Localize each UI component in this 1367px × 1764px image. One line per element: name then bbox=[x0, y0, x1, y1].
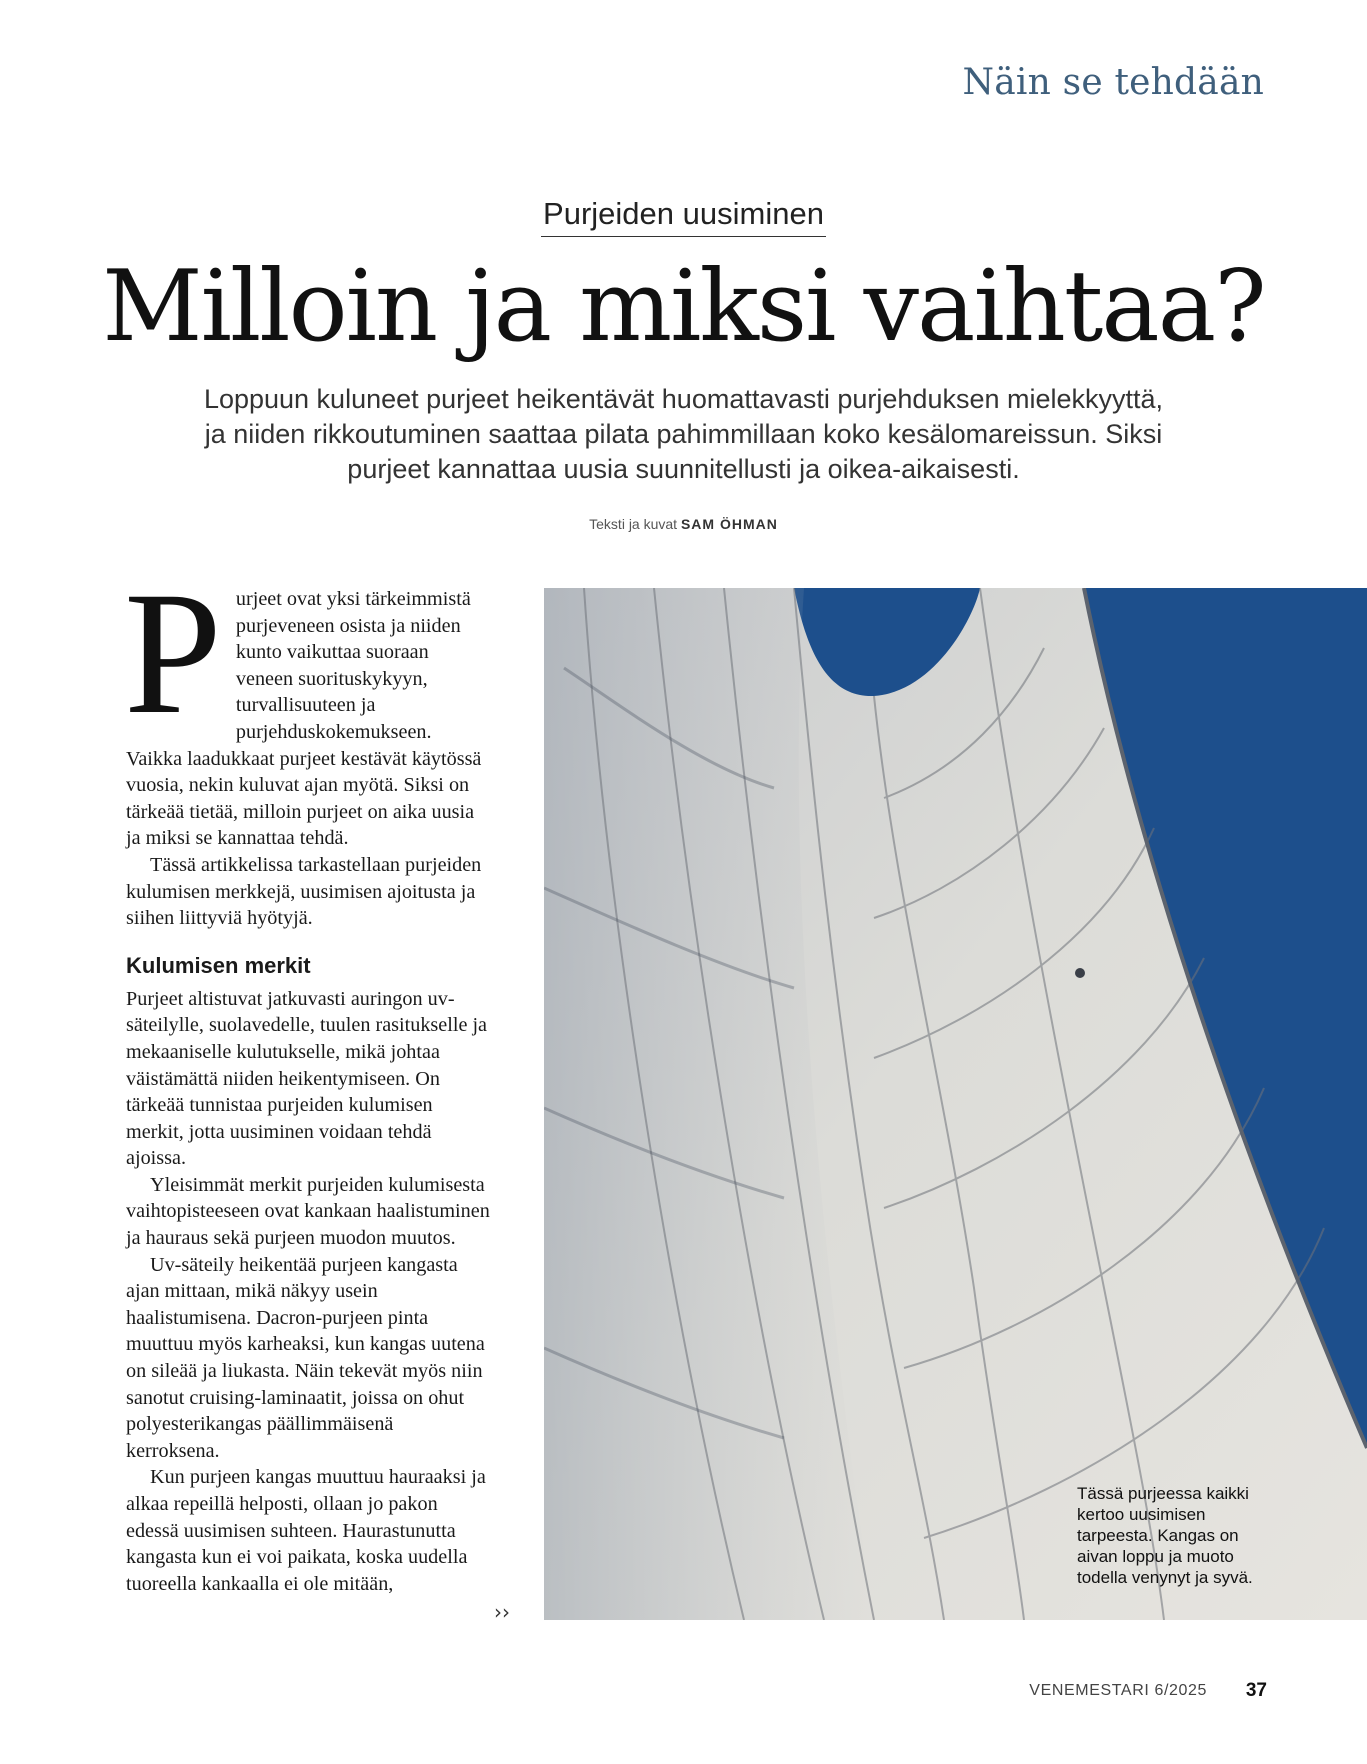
body-paragraph-2: Tässä artikkelissa tarkastellaan purjeiden kulumisen merkkejä, uusimisen ajoitusta ja siihen liittyviä hyötyjä. bbox=[126, 853, 482, 930]
sail-photo bbox=[544, 588, 1367, 1620]
article-body bbox=[124, 556, 490, 1597]
headline: Milloin ja miksi vaihtaa? bbox=[102, 250, 1265, 364]
magazine-name: VENEMESTARI bbox=[1029, 1682, 1150, 1699]
subhead-kulumisen-merkit: Kulumisen merkit bbox=[126, 952, 311, 978]
dropcap: P bbox=[124, 556, 222, 751]
page-number: 37 bbox=[1245, 1680, 1267, 1701]
body-paragraph-5: Uv-säteily heikentää purjeen kangasta ajan mittaan, mikä näkyy usein haalistumisena. Dacron-purjeen pinta muuttuu myös karheaksi, kun kangas uutena on sileää ja liukasta. Näin tekevät myös niin sanotut cruising-laminaatit, joissa on ohut polyesterikangas päällimmäisenä kerroksena. bbox=[126, 1253, 485, 1462]
byline bbox=[0, 516, 1367, 532]
body-paragraph-4: Yleisimmät merkit purjeiden kulumisesta vaihtopisteeseen ovat kankaan haalistuminen ja hauraus sekä purjeen muodon muutos. bbox=[126, 1173, 490, 1250]
folio bbox=[1029, 1682, 1207, 1700]
sail-illustration bbox=[544, 588, 1367, 1620]
section-label: Näin se tehdään bbox=[962, 62, 1264, 103]
continue-marker: ›› bbox=[494, 1600, 510, 1624]
byline-prefix: Teksti ja kuvat bbox=[589, 516, 681, 532]
body-paragraph-1: urjeet ovat yksi tärkeimmistä purjeveneen osista ja niiden kunto vaikuttaa suoraan veneen suorituskykyyn, turvallisuuteen ja purjehduskokemukseen. Vaikka laadukkaat purjeet kestävät käytössä vuosia, nekin kuluvat ajan myötä. Siksi on tärkeää tietää, milloin purjeet on aika uusia ja miksi se kannattaa tehdä. bbox=[126, 588, 482, 850]
photo-caption: Tässä purjeessa kaikki kertoo uusimisen tarpeesta. Kangas on aivan loppu ja muoto todella venynyt ja syvä. bbox=[1077, 1484, 1253, 1587]
lead-paragraph: Loppuun kuluneet purjeet heikentävät huomattavasti purjehduksen mielekkyyttä, ja niiden rikkoutuminen saattaa pilata pahimmillaan koko kesälomareissun. Siksi purjeet kannattaa uusia suunnitellusti ja oikea-aikaisesti. bbox=[203, 384, 1164, 484]
issue-number: 6/2025 bbox=[1154, 1682, 1207, 1699]
kicker-text: Purjeiden uusiminen bbox=[541, 196, 826, 237]
kicker bbox=[0, 196, 1367, 237]
byline-author: SAM ÖHMAN bbox=[680, 516, 778, 532]
sail-telltale bbox=[1075, 968, 1085, 978]
body-paragraph-3: Purjeet altistuvat jatkuvasti auringon uv-säteilylle, suolavedelle, tuulen rasitukselle ja mekaaniselle kulutukselle, mikä johtaa väistämättä niiden heikentymiseen. On tärkeää tunnistaa purjeiden kulumisen merkit, jotta uusiminen voidaan tehdä ajoissa. bbox=[126, 987, 488, 1170]
body-paragraph-6: Kun purjeen kangas muuttuu hauraaksi ja alkaa repeillä helposti, ollaan jo pakon edessä uusimisen suhteen. Haurastunutta kangasta kun ei voi paikata, koska uudella tuoreella kankaalla ei ole mitään, bbox=[126, 1466, 486, 1595]
